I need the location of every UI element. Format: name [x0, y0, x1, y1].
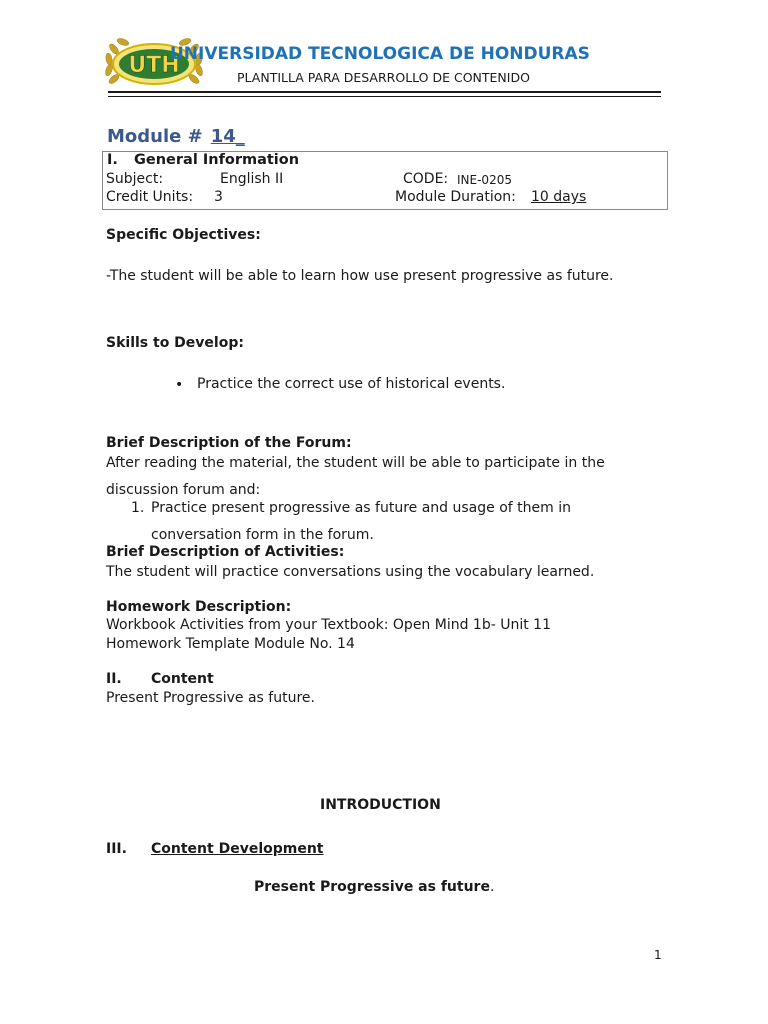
uth-logo: [100, 33, 208, 95]
template-subtitle: PLANTILLA PARA DESARROLLO DE CONTENIDO: [237, 70, 530, 85]
activities-heading: Brief Description of Activities:: [106, 544, 345, 560]
skills-heading: Skills to Develop:: [106, 335, 244, 351]
homework-line-1: Workbook Activities from your Textbook: Open Mind 1b- Unit 11: [106, 617, 551, 633]
module-number: 14_: [210, 126, 245, 147]
objectives-text: -The student will be able to learn how use present progressive as future.: [106, 268, 614, 284]
topic-title: [254, 879, 494, 895]
subject-value: English II: [220, 171, 284, 187]
activities-text: The student will practice conversations using the vocabulary learned.: [106, 564, 595, 580]
duration-label: Module Duration:: [395, 189, 516, 205]
content-dev-heading: Content Development: [151, 841, 324, 857]
content-dev-num: III.: [106, 841, 127, 857]
content-heading: Content: [151, 671, 214, 687]
forum-item-num: 1.: [131, 500, 145, 516]
bullet-icon: •: [175, 377, 184, 393]
code-label: CODE:: [403, 171, 449, 187]
content-num: II.: [106, 671, 122, 687]
forum-line-1: After reading the material, the student will be able to participate in the: [106, 455, 605, 471]
topic-title-period: .: [489, 879, 495, 895]
skills-item: Practice the correct use of historical events.: [197, 376, 506, 392]
general-info-num: I.: [107, 152, 118, 168]
objectives-heading: Specific Objectives:: [106, 227, 261, 243]
page-number: 1: [654, 948, 662, 962]
header-rule-thick: [108, 91, 661, 93]
code-value: INE-0205: [457, 173, 512, 187]
homework-heading: Homework Description:: [106, 599, 292, 615]
logo-text: UTH: [128, 53, 180, 78]
credit-value: 3: [214, 189, 223, 205]
content-text: Present Progressive as future.: [106, 690, 315, 706]
module-label: Module #: [107, 126, 203, 147]
university-name: UNIVERSIDAD TECNOLOGICA DE HONDURAS: [170, 44, 590, 64]
introduction-heading: INTRODUCTION: [320, 797, 441, 813]
homework-line-2: Homework Template Module No. 14: [106, 636, 355, 652]
topic-title-text: Present Progressive as future: [254, 879, 490, 895]
general-info-heading: General Information: [134, 152, 300, 168]
forum-item-line-2: conversation form in the forum.: [151, 527, 374, 543]
header-rule-thin: [108, 96, 661, 97]
module-heading: [107, 126, 245, 147]
forum-line-2: discussion forum and:: [106, 482, 261, 498]
forum-heading: Brief Description of the Forum:: [106, 435, 352, 451]
duration-value: 10 days: [531, 189, 587, 205]
credit-label: Credit Units:: [106, 189, 194, 205]
forum-item-line-1: Practice present progressive as future and usage of them in: [151, 500, 571, 516]
subject-label: Subject:: [106, 171, 164, 187]
